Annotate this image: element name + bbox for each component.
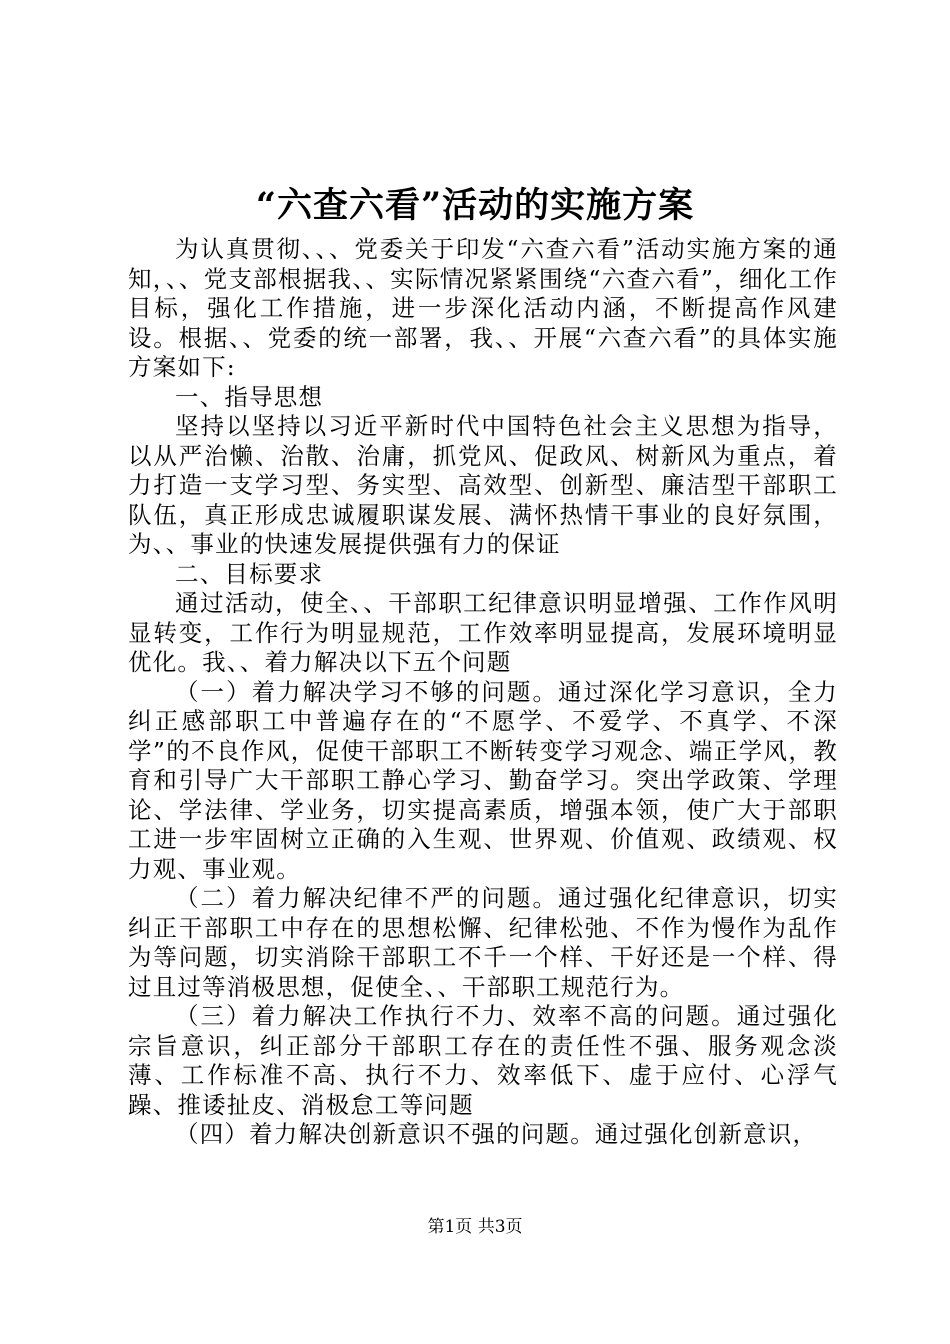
goals-paragraph: 通过活动，使全、、干部职工纪律意识明显增强、工作作风明显转变，工作行为明显规范，工作效率明显提高，发展环境明显优化。我、、着力解决以下五个问题: [128, 589, 838, 676]
page-footer: 第1页 共3页: [427, 1217, 523, 1237]
item-one-paragraph: （一）着力解决学习不够的问题。通过深化学习意识，全力纠正感部职工中普遍存在的“不愿学、不爱学、不真学、不深学”的不良作风，促使干部职工不断转变学习观念、端正学风，教育和引导广大干部职工静心学习、勤奋学习。突出学政策、学理论、学法律、学业务，切实提高素质，增强本领，使广大于部职工进一步牢固树立正确的入生观、世界观、价值观、政绩观、权力观、事业观。: [128, 677, 838, 883]
item-three-paragraph: （三）着力解决工作执行不力、效率不高的问题。通过强化宗旨意识，纠正部分干部职工存在的责任性不强、服务观念淡薄、工作标准不高、执行不力、效率低下、虚于应付、心浮气躁、推诿扯皮、消极怠工等问题: [128, 1002, 838, 1119]
guiding-ideology-paragraph: 坚持以坚持以习近平新时代中国特色社会主义思想为指导，以从严治懒、治散、治庸，抓党风、促政风、树新风为重点，着力打造一支学习型、务实型、高效型、创新型、廉洁型干部职工队伍，真正形成忠诚履职谋发展、满怀热情干事业的良好氛围，为、、事业的快速发展提供强有力的保证: [128, 412, 838, 558]
document-title: “六查六看”活动的实施方案: [255, 185, 695, 226]
item-two-paragraph: （二）着力解决纪律不严的问题。通过强化纪律意识，切实纠正干部职工中存在的思想松懈、纪律松弛、不作为慢作为乱作为等问题，切实消除干部职工不千一个样、干好还是一个样、得过且过等消极思想，促使全、、干部职工规范行为。: [128, 884, 838, 1001]
intro-paragraph: 为认真贯彻、、、党委关于印发“六查六看”活动实施方案的通知，、、党支部根据我、、实际情况紧紧围绕“六查六看”，细化工作目标，强化工作措施，进一步深化活动内涵，不断提高作风建设。根据、、党委的统一部署，我、、开展“六查六看”的具体实施方案如下:: [128, 235, 838, 381]
section-heading-goals: 二、目标要求: [175, 559, 324, 588]
item-four-paragraph: （四）着力解决创新意识不强的问题。通过强化创新意识，: [175, 1120, 818, 1148]
section-heading-guiding-ideology: 一、指导思想: [175, 382, 324, 411]
document-body: [128, 235, 838, 1150]
